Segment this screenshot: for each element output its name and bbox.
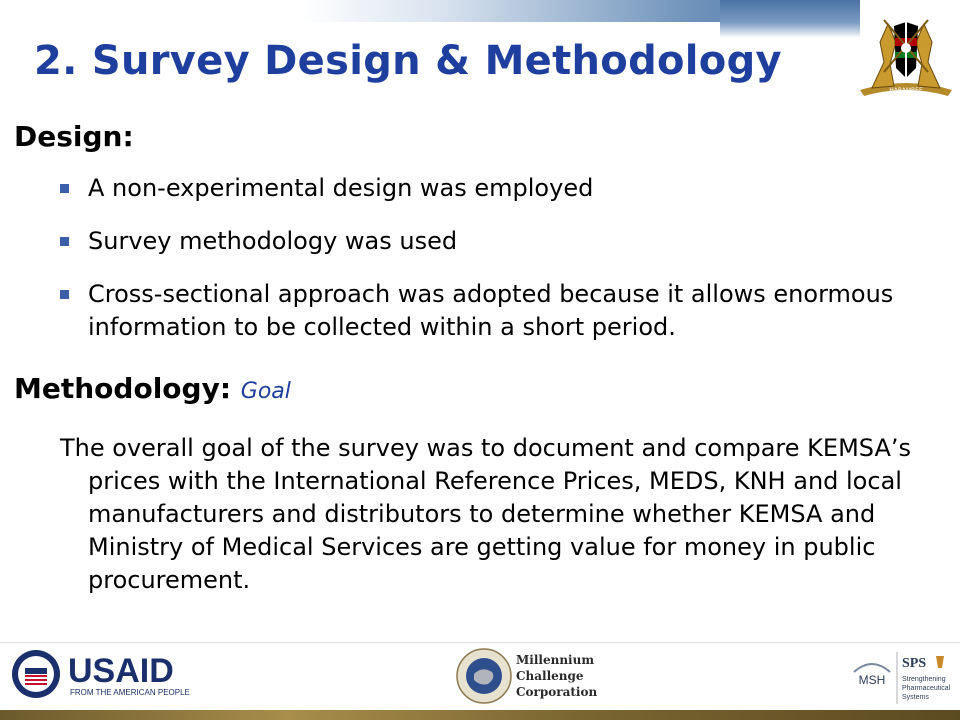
design-bullet [58, 278, 898, 344]
mcc-line: Corporation [516, 685, 598, 699]
sps-logo-icon [896, 650, 958, 706]
design-bullet-list [58, 172, 898, 364]
goal-paragraph: The overall goal of the survey was to document and compare KEMSA’s prices with the International Reference Prices, MEDS, KNH and local manufacturers and distributors to determine whether KEMSA and Ministry of Medical Services are getting value for money in public procurement. [60, 434, 912, 594]
design-bullet [58, 172, 898, 205]
svg-text:HARAMBEE: HARAMBEE [889, 87, 923, 94]
sps-tagline: Strengthening [902, 676, 946, 683]
slide-title: 2. Survey Design & Methodology [34, 38, 782, 84]
mcc-seal-icon [456, 648, 512, 704]
msh-wordmark: MSH [858, 673, 886, 687]
design-heading: Design: [14, 120, 134, 153]
square-bullet-icon [60, 184, 69, 193]
square-bullet-icon [60, 237, 69, 246]
footer-divider [0, 642, 960, 643]
design-bullet [58, 225, 898, 258]
sps-tagline: Systems [902, 694, 929, 701]
usaid-seal-icon [12, 650, 60, 698]
mcc-line: Millennium [516, 653, 595, 667]
usaid-tagline: FROM THE AMERICAN PEOPLE [70, 688, 190, 697]
sps-wordmark: SPS [902, 656, 927, 671]
design-bullet-text: Cross-sectional approach was adopted because it allows enormous information to be collected within a short period. [88, 280, 894, 341]
kenya-coat-of-arms-icon [854, 2, 958, 98]
methodology-heading [14, 372, 291, 405]
bottom-accent-band [0, 710, 960, 720]
methodology-heading-label: Methodology: [14, 372, 232, 405]
mcc-line: Challenge [516, 669, 584, 683]
mcc-wordmark [516, 652, 597, 700]
design-bullet-text: A non-experimental design was employed [88, 174, 594, 202]
design-bullet-text: Survey methodology was used [88, 227, 458, 255]
methodology-subheading: Goal [240, 379, 291, 404]
msh-logo-icon [852, 658, 892, 688]
square-bullet-icon [60, 290, 69, 299]
top-accent-band-shadow [720, 0, 860, 38]
usaid-wordmark: USAID [68, 652, 174, 690]
sps-tagline: Pharmaceutical [902, 685, 951, 692]
usaid-logo [10, 648, 190, 700]
